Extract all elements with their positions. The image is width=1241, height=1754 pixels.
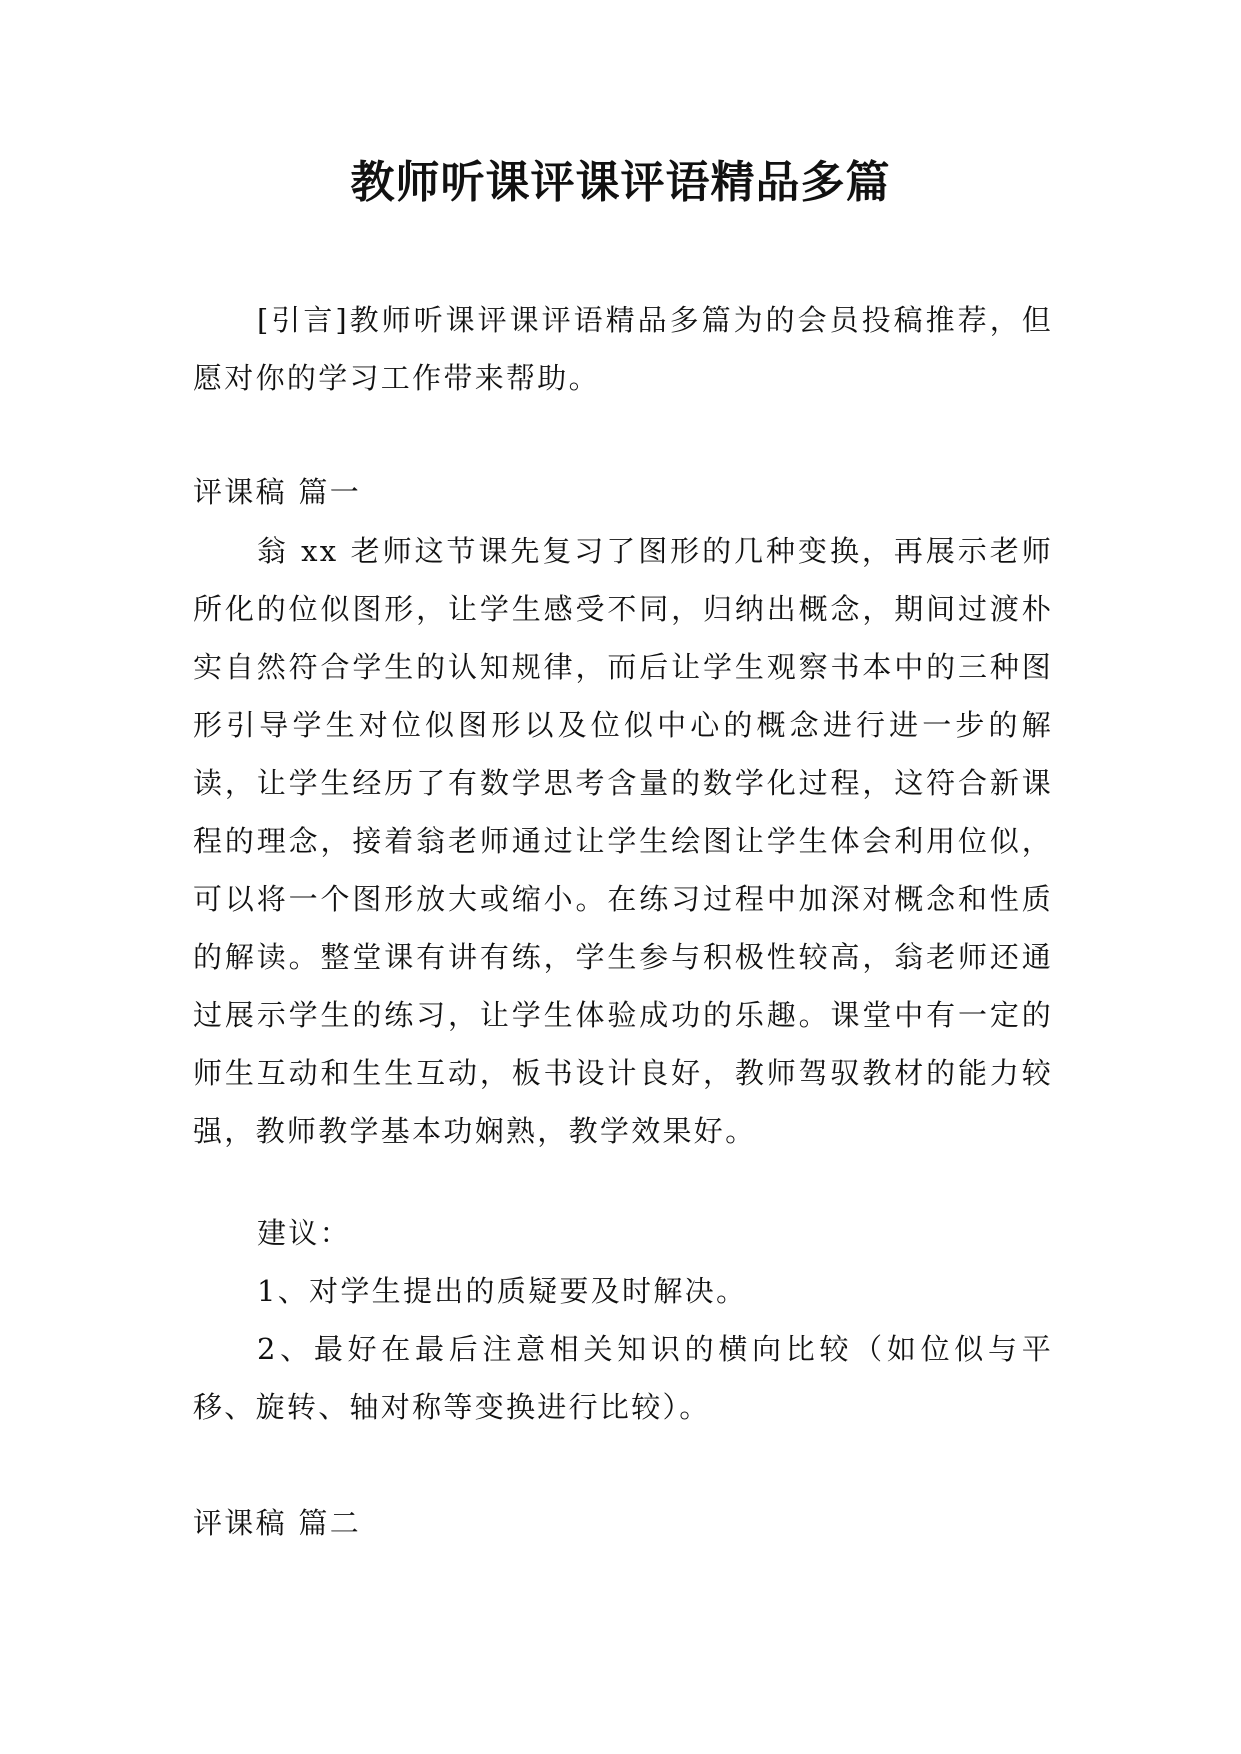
section-heading-2: 评课稿 篇二 [193,1506,362,1540]
suggestion-label: 建议： [257,1216,351,1250]
section-heading-1: 评课稿 篇一 [193,475,362,509]
suggestion-item-2: 2、最好在最后注意相关知识的横向比较（如位似与平移、旋转、轴对称等变换进行比较）。 [193,1332,1053,1424]
intro-paragraph: [引言]教师听课评课评语精品多篇为的会员投稿推荐，但愿对你的学习工作带来帮助。 [193,303,1053,395]
page-title: 教师听课评课评语精品多篇 [350,157,891,208]
section-1-paragraph: 翁 xx 老师这节课先复习了图形的几种变换，再展示老师所化的位似图形，让学生感受不同，归纳出概念，期间过渡朴实自然符合学生的认知规律，而后让学生观察书本中的三种图形引导学生对位似图形以及位似中心的概念进行进一步的解读，让学生经历了有数学思考含量的数学化过程，这符合新课程的理念，接着翁老师通过让学生绘图让学生体会利用位似，可以将一个图形放大或缩小。在练习过程中加深对概念和性质的解读。整堂课有讲有练，学生参与积极性较高，翁老师还通过展示学生的练习，让学生体验成功的乐趣。课堂中有一定的师生互动和生生互动，板书设计良好，教师驾驭教材的能力较强，教师教学基本功娴熟，教学效果好。 [193,534,1053,1148]
suggestion-item-1: 1、对学生提出的质疑要及时解决。 [257,1274,748,1308]
